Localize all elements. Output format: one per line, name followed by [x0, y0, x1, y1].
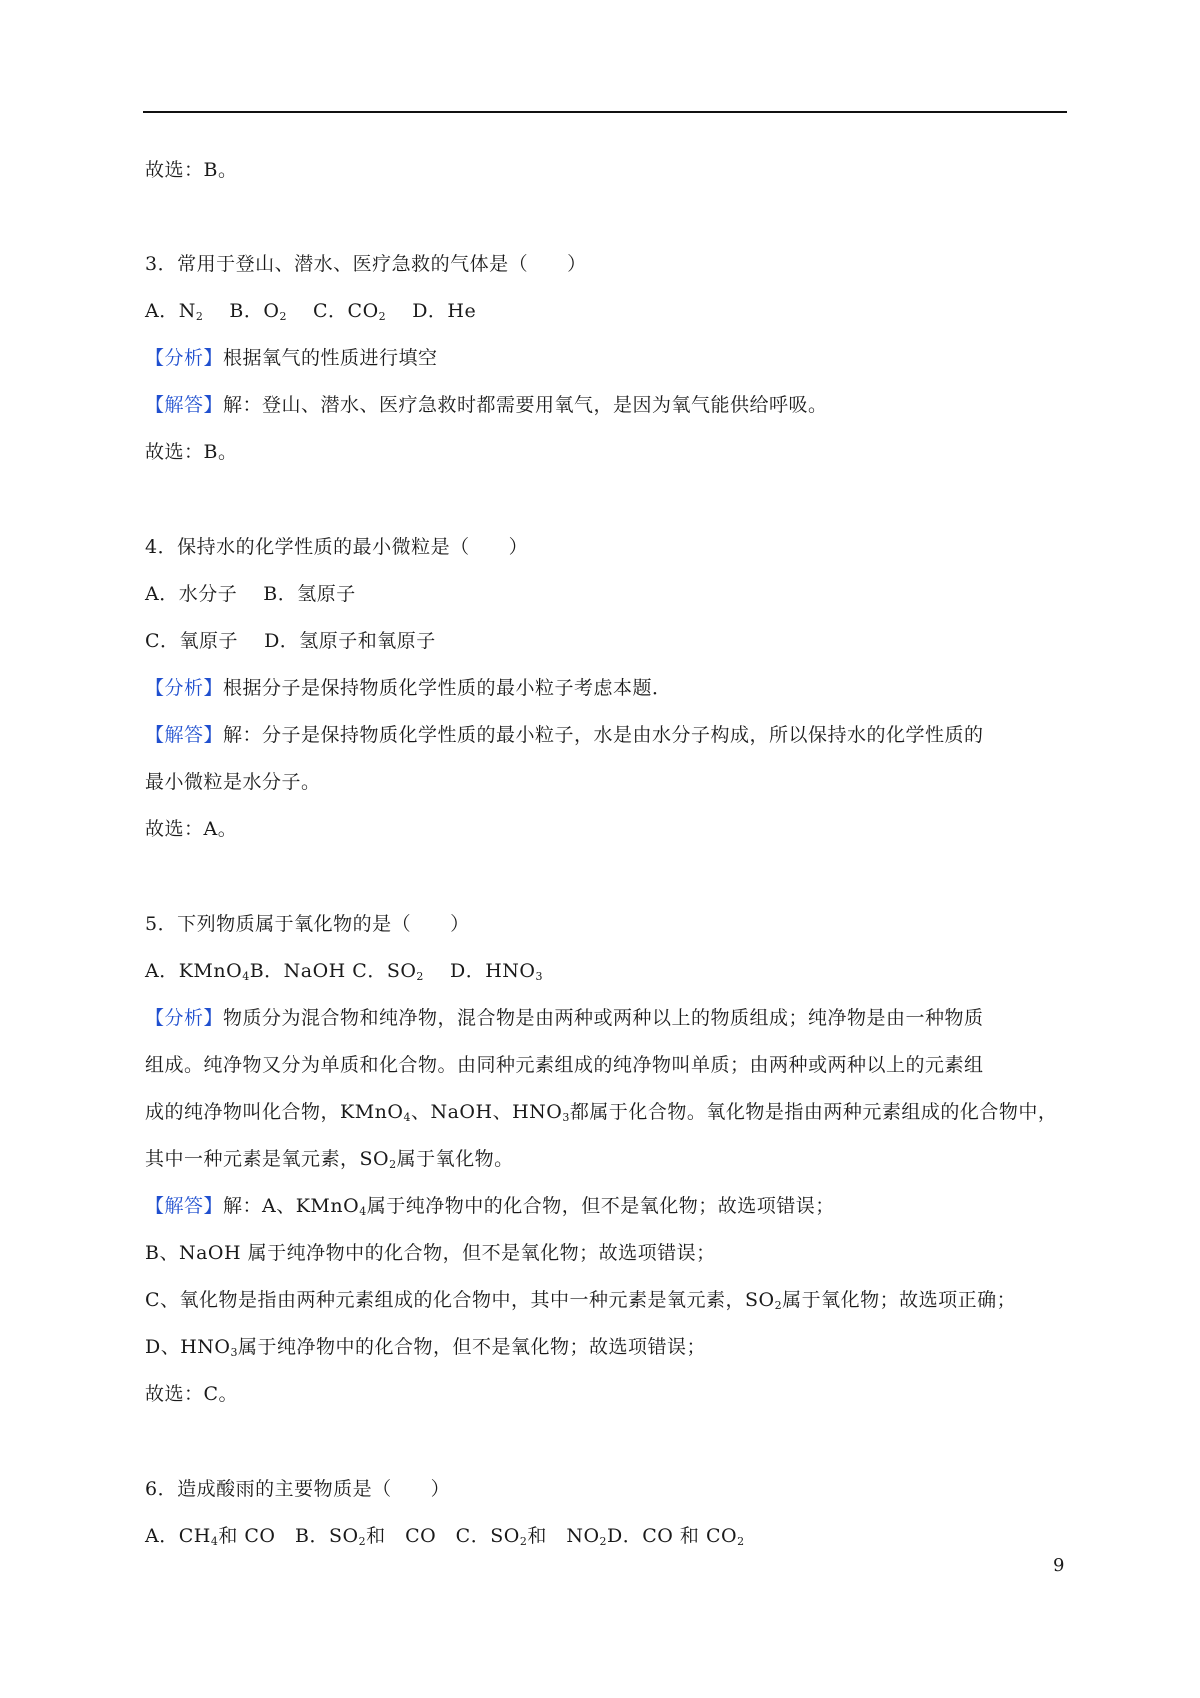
answer-tag: 【解答】 [145, 724, 224, 746]
q5-answer-c: C、氧化物是指由两种元素组成的化合物中，其中一种元素是氧元素，$SO_2$属于氧化物；故选项正确； [145, 1289, 1017, 1312]
prev-answer: 故选：B。 [145, 159, 238, 181]
q3-analysis: 【分析】根据氧气的性质进行填空 [145, 347, 438, 369]
q4-answer-cont: 最小微粒是水分子。 [145, 771, 321, 793]
q5-answer-d: D、$HNO_3$属于纯净物中的化合物，但不是氧化物；故选项错误； [145, 1336, 707, 1359]
question-5: 5．下列物质属于氧化物的是（ ） [145, 913, 470, 935]
q3-answer: 【解答】解：登山、潜水、医疗急救时都需要用氧气，是因为氧气能供给呼吸。 [145, 394, 828, 416]
page-number: 9 [1053, 1555, 1065, 1576]
q6-options: A．$CH_4$和 CO B．$SO_2$和 CO C．$SO_2$和 $NO_2D$．CO 和 $CO_2$ [145, 1525, 745, 1548]
q5-analysis-cont-1: 组成。纯净物又分为单质和化合物。由同种元素组成的纯净物叫单质；由两种或两种以上的元素组 [145, 1054, 984, 1076]
q5-analysis: 【分析】物质分为混合物和纯净物，混合物是由两种或两种以上的物质组成；纯净物是由一种物质 [145, 1007, 984, 1029]
analysis-tag: 【分析】 [145, 677, 224, 699]
q5-answer: 【解答】解：A、KMnO$_4$属于纯净物中的化合物，但不是氧化物；故选项错误； [145, 1195, 835, 1218]
q5-options: A．KMnO$_4$B．NaOH C．$SO_2$ D．$HNO_3$ [145, 960, 543, 983]
header-rule [143, 111, 1067, 113]
q5-analysis-cont-2: 成的纯净物叫化合物，KMnO$_4$、NaOH、$HNO_3$都属于化合物。氧化物是指由两种元素组成的化合物中， [145, 1101, 1058, 1124]
q5-analysis-cont-3: 其中一种元素是氧元素，$SO_2$属于氧化物。 [145, 1148, 514, 1171]
analysis-tag: 【分析】 [145, 347, 224, 369]
q4-options-ab: A．水分子 B．氢原子 [145, 583, 356, 605]
question-4: 4．保持水的化学性质的最小微粒是（ ） [145, 536, 529, 558]
answer-tag: 【解答】 [145, 394, 224, 416]
q3-choice: 故选：B。 [145, 441, 238, 463]
answer-tag: 【解答】 [145, 1195, 224, 1217]
q4-choice: 故选：A。 [145, 818, 238, 840]
q4-analysis: 【分析】根据分子是保持物质化学性质的最小粒子考虑本题． [145, 677, 672, 699]
q5-answer-b: B、NaOH 属于纯净物中的化合物，但不是氧化物；故选项错误； [145, 1242, 716, 1264]
analysis-tag: 【分析】 [145, 1007, 224, 1029]
q4-answer: 【解答】解：分子是保持物质化学性质的最小粒子，水是由水分子构成，所以保持水的化学性质的 [145, 724, 984, 746]
q4-options-cd: C．氧原子 D．氢原子和氧原子 [145, 630, 436, 652]
q5-choice: 故选：C。 [145, 1383, 239, 1405]
q3-options: A．$N_2$ B．$O_2$ C．$CO_2$ D．He [145, 300, 477, 323]
question-3: 3．常用于登山、潜水、医疗急救的气体是（ ） [145, 253, 587, 275]
question-6: 6．造成酸雨的主要物质是（ ） [145, 1478, 451, 1500]
